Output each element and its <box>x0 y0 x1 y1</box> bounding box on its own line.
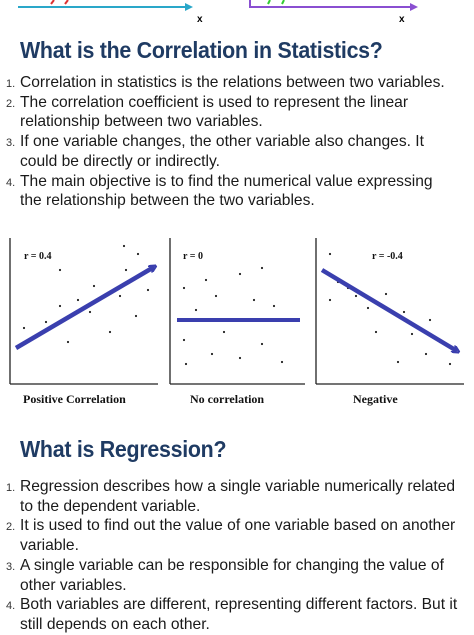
negative-caption: Negative <box>353 392 398 406</box>
top-left-arrowhead <box>185 3 193 11</box>
item-number: 3. <box>6 137 16 150</box>
list-item <box>0 556 460 595</box>
top-left-red-mark-b <box>65 0 68 4</box>
top-right-x-label: x <box>399 14 405 25</box>
item-text: Both variables are different, representing different factors. But it still depends on each other. <box>20 596 458 633</box>
correlation-list <box>0 73 450 211</box>
top-right-arrowhead <box>410 3 418 11</box>
top-axes-fragment <box>0 0 474 26</box>
regression-list <box>0 477 460 635</box>
none-caption: No correlation <box>190 392 265 406</box>
positive-trend-line <box>16 267 154 348</box>
item-number: 2. <box>6 97 16 110</box>
negative-trend-line <box>322 270 457 351</box>
top-right-green-mark-a <box>268 0 270 4</box>
regression-heading: What is Regression? <box>20 436 227 462</box>
item-text: A single variable can be responsible for changing the value of other variables. <box>20 556 444 594</box>
positive-r-label: r = 0.4 <box>24 251 52 262</box>
item-number: 4. <box>6 600 16 613</box>
negative-panel <box>316 238 464 384</box>
list-item <box>0 132 450 171</box>
item-number: 1. <box>6 482 16 494</box>
item-text: Regression describes how a single variable numerically related to the dependent variable. <box>20 478 456 515</box>
list-item <box>0 73 450 93</box>
correlation-heading: What is the Correlation in Statistics? <box>20 37 383 63</box>
negative-r-label: r = -0.4 <box>372 251 403 262</box>
no-correlation-panel <box>170 238 305 384</box>
list-item <box>0 477 460 516</box>
item-number: 1. <box>6 78 16 90</box>
positive-panel <box>10 238 158 384</box>
list-item <box>0 595 460 634</box>
item-number: 3. <box>6 560 16 573</box>
item-text: The correlation coefficient is used to represent the linear relationship between two variables. <box>20 93 409 131</box>
list-item <box>0 516 460 555</box>
item-text: Correlation in statistics is the relations between two variables. <box>20 74 445 91</box>
list-item <box>0 93 450 132</box>
none-dots <box>183 267 283 365</box>
top-right-green-mark-b <box>282 0 284 4</box>
item-text: If one variable changes, the other variable also changes. It could be directly or indirectly. <box>20 133 424 170</box>
item-number: 2. <box>6 521 16 534</box>
item-text: The main objective is to find the numerical value expressing the relationship between the two variables. <box>20 172 433 210</box>
none-r-label: r = 0 <box>183 251 203 262</box>
correlation-diagrams <box>0 236 474 412</box>
top-left-x-label: x <box>197 14 203 25</box>
list-item <box>0 172 450 211</box>
top-left-red-mark-a <box>51 0 54 4</box>
item-number: 4. <box>6 176 16 189</box>
item-text: It is used to find out the value of one variable based on another variable. <box>20 517 456 555</box>
positive-caption: Positive Correlation <box>23 392 126 406</box>
